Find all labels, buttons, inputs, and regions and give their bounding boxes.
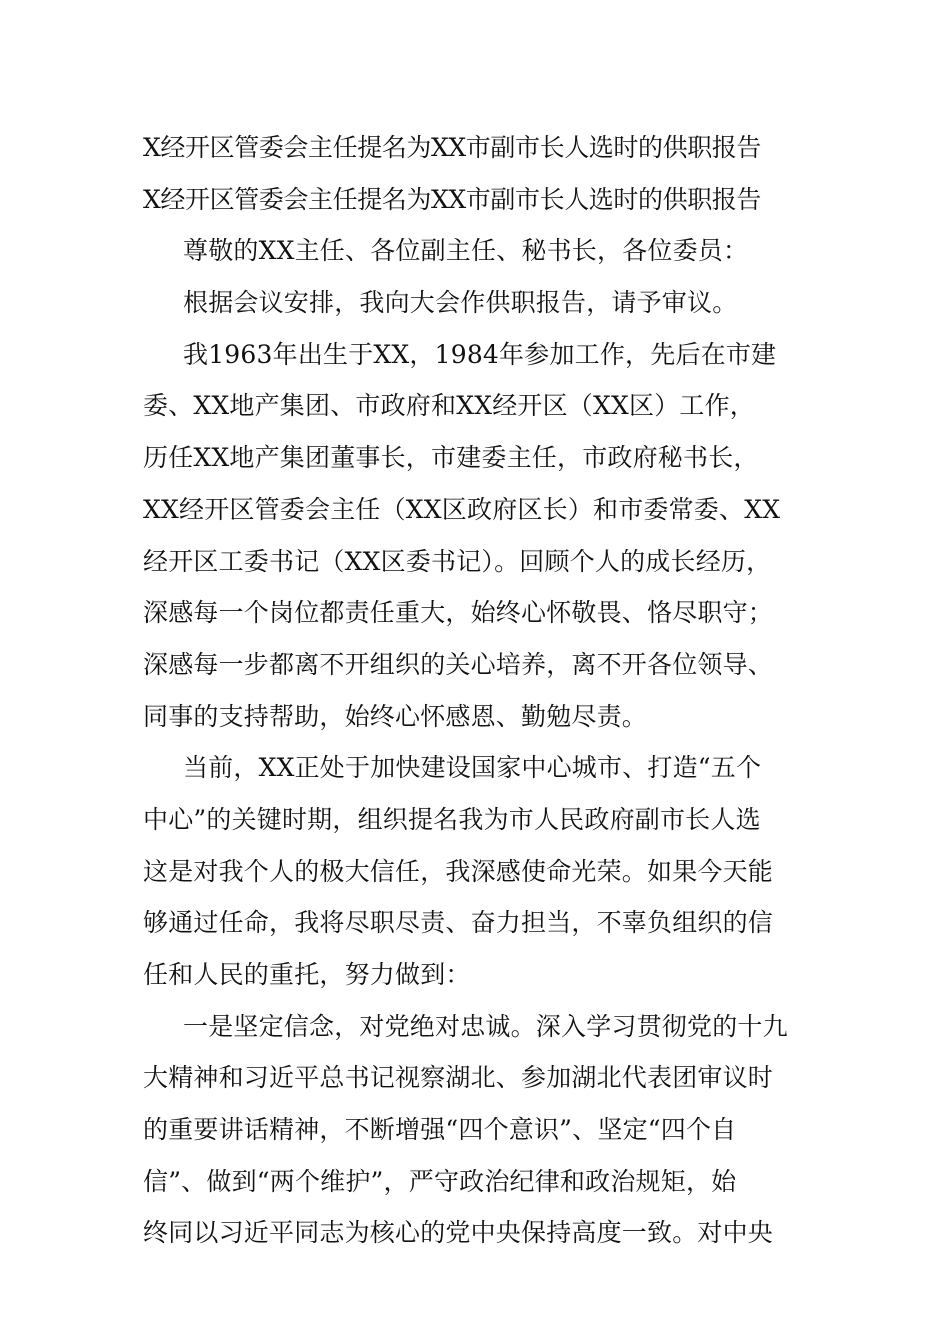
paragraph-line: 这是对我个人的极大信任，我深感使命光荣。如果今天能 <box>143 856 774 886</box>
paragraph-line: XX经开区管委会主任（XX区政府区长）和市委常委、XX <box>143 494 781 524</box>
document-title: X经开区管委会主任提名为XX市副市长人选时的供职报告 <box>143 133 761 162</box>
document-body <box>143 122 809 1259</box>
paragraph-line: 当前，XX正处于加快建设国家中心城市、打造“五个 <box>183 753 762 783</box>
paragraph-line: 一是坚定信念，对党绝对忠诚。深入学习贯彻党的十九 <box>183 1011 788 1041</box>
salutation: 尊敬的XX主任、各位副主任、秘书长，各位委员： <box>183 236 749 266</box>
paragraph-line: 终同以习近平同志为核心的党中央保持高度一致。对中央 <box>143 1218 774 1248</box>
paragraph-line: 经开区工委书记（XX区委书记）。回顾个人的成长经历， <box>143 546 772 576</box>
paragraph-line: 任和人民的重托，努力做到： <box>143 960 471 989</box>
document-title-repeat: X经开区管委会主任提名为XX市副市长人选时的供职报告 <box>143 184 761 214</box>
paragraph-line: 够通过任命，我将尽职尽责、奋力担当，不辜负组织的信 <box>143 908 774 938</box>
paragraph-line: 历任XX地产集团董事长，市建委主任，市政府秘书长， <box>143 443 759 473</box>
paragraph-line: 根据会议安排，我向大会作供职报告，请予审议。 <box>183 288 738 318</box>
paragraph-line: 我1963年出生于XX，1984年参加工作，先后在市建 <box>183 339 777 369</box>
paragraph-line: 同事的支持帮助，始终心怀感恩、勤勉尽责。 <box>143 701 648 731</box>
paragraph-line: 委、XX地产集团、市政府和XX经开区（XX区）工作， <box>143 391 755 421</box>
paragraph-line: 深感每一步都离不开组织的关心培养，离不开各位领导、 <box>143 649 774 679</box>
paragraph-line: 的重要讲话精神，不断增强“四个意识”、坚定“四个自 <box>143 1115 737 1145</box>
paragraph-line: 大精神和习近平总书记视察湖北、参加湖北代表团审议时 <box>143 1063 774 1093</box>
paragraph-line: 深感每一个岗位都责任重大，始终心怀敬畏、恪尽职守； <box>143 598 774 628</box>
paragraph-line: 中心”的关键时期，组织提名我为市人民政府副市长人选 <box>143 804 761 834</box>
paragraph-line: 信”、做到“两个维护”，严守政治纪律和政治规矩，始 <box>143 1166 737 1196</box>
